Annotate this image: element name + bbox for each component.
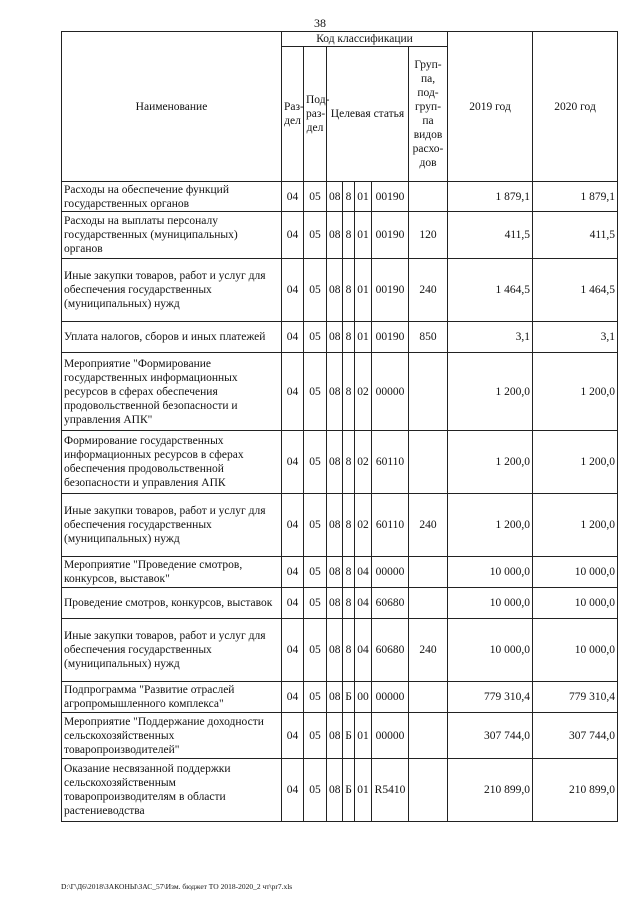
row-name-cell: Проведение смотров, конкурсов, выставок [62, 588, 282, 619]
podrazdel-cell: 05 [304, 259, 327, 322]
activity-code-cell: 01 [355, 759, 372, 822]
expense-type-cell: 120 [409, 212, 448, 259]
table-row [62, 557, 618, 588]
program-code-cell: 08 [327, 713, 343, 759]
podrazdel-cell: 05 [304, 494, 327, 557]
expense-type-cell [409, 431, 448, 494]
table-row [62, 619, 618, 682]
amount-2019-cell: 1 879,1 [448, 182, 533, 212]
amount-2020-cell: 1 200,0 [533, 353, 618, 431]
razdel-cell: 04 [282, 259, 304, 322]
header-year-2020: 2020 год [533, 32, 618, 182]
expense-type-cell [409, 759, 448, 822]
amount-2020-cell: 10 000,0 [533, 619, 618, 682]
podrazdel-cell: 05 [304, 759, 327, 822]
amount-2019-cell: 10 000,0 [448, 588, 533, 619]
amount-2020-cell: 411,5 [533, 212, 618, 259]
amount-2019-cell: 411,5 [448, 212, 533, 259]
activity-code-cell: 02 [355, 353, 372, 431]
row-name-cell: Расходы на выплаты персоналу государственных (муниципальных) органов [62, 212, 282, 259]
direction-code-cell: 00000 [372, 557, 409, 588]
table-row [62, 431, 618, 494]
amount-2019-cell: 1 200,0 [448, 431, 533, 494]
subprogram-code-cell: 8 [343, 322, 355, 353]
podrazdel-cell: 05 [304, 212, 327, 259]
row-name-cell: Мероприятие "Проведение смотров, конкурсов, выставок" [62, 557, 282, 588]
row-name-cell: Формирование государственных информационных ресурсов в сферах обеспечения продовольственной безопасности и управления АПК [62, 431, 282, 494]
program-code-cell: 08 [327, 619, 343, 682]
activity-code-cell: 02 [355, 494, 372, 557]
subprogram-code-cell: 8 [343, 494, 355, 557]
amount-2020-cell: 1 200,0 [533, 431, 618, 494]
expense-type-cell [409, 353, 448, 431]
subprogram-code-cell: 8 [343, 619, 355, 682]
subprogram-code-cell: 8 [343, 557, 355, 588]
amount-2019-cell: 1 200,0 [448, 494, 533, 557]
subprogram-code-cell: 8 [343, 212, 355, 259]
amount-2020-cell: 3,1 [533, 322, 618, 353]
program-code-cell: 08 [327, 212, 343, 259]
direction-code-cell: 00190 [372, 212, 409, 259]
expense-type-cell [409, 557, 448, 588]
program-code-cell: 08 [327, 494, 343, 557]
table-row [62, 259, 618, 322]
header-year-2019: 2019 год [448, 32, 533, 182]
activity-code-cell: 00 [355, 682, 372, 713]
razdel-cell: 04 [282, 322, 304, 353]
table-row [62, 682, 618, 713]
expense-type-cell [409, 182, 448, 212]
table-row [62, 353, 618, 431]
header-podrazdel: Под-раз-дел [304, 47, 327, 182]
activity-code-cell: 04 [355, 619, 372, 682]
program-code-cell: 08 [327, 182, 343, 212]
direction-code-cell: 00000 [372, 682, 409, 713]
amount-2019-cell: 210 899,0 [448, 759, 533, 822]
table-row [62, 182, 618, 212]
podrazdel-cell: 05 [304, 557, 327, 588]
budget-table [61, 31, 618, 822]
direction-code-cell: 00000 [372, 713, 409, 759]
activity-code-cell: 01 [355, 182, 372, 212]
program-code-cell: 08 [327, 682, 343, 713]
expense-type-cell [409, 682, 448, 713]
direction-code-cell: 60680 [372, 588, 409, 619]
expense-type-cell [409, 588, 448, 619]
amount-2019-cell: 10 000,0 [448, 619, 533, 682]
direction-code-cell: 00190 [372, 322, 409, 353]
program-code-cell: 08 [327, 759, 343, 822]
direction-code-cell: 00000 [372, 353, 409, 431]
amount-2019-cell: 3,1 [448, 322, 533, 353]
razdel-cell: 04 [282, 713, 304, 759]
row-name-cell: Оказание несвязанной поддержки сельскохозяйственным товаропроизводителям в области растениеводства [62, 759, 282, 822]
table-row [62, 494, 618, 557]
subprogram-code-cell: Б [343, 713, 355, 759]
expense-type-cell: 850 [409, 322, 448, 353]
file-path-footer: D:\Г\Д6\2018\ЗАКОНЫ\ЗАС_57\Изм. бюджет ТО 2018-2020_2 чт\pr7.xls [61, 882, 293, 891]
page-number: 38 [314, 16, 326, 30]
direction-code-cell: 60110 [372, 431, 409, 494]
subprogram-code-cell: 8 [343, 588, 355, 619]
direction-code-cell: 00190 [372, 182, 409, 212]
amount-2020-cell: 307 744,0 [533, 713, 618, 759]
row-name-cell: Уплата налогов, сборов и иных платежей [62, 322, 282, 353]
row-name-cell: Иные закупки товаров, работ и услуг для обеспечения государственных (муниципальных) нужд [62, 619, 282, 682]
amount-2019-cell: 779 310,4 [448, 682, 533, 713]
razdel-cell: 04 [282, 212, 304, 259]
podrazdel-cell: 05 [304, 682, 327, 713]
razdel-cell: 04 [282, 682, 304, 713]
row-name-cell: Подпрограмма "Развитие отраслей агропромышленного комплекса" [62, 682, 282, 713]
table-row [62, 759, 618, 822]
activity-code-cell: 04 [355, 557, 372, 588]
header-gruppa: Груп-па, под-груп-па видов расхо-дов [409, 47, 448, 182]
subprogram-code-cell: 8 [343, 353, 355, 431]
row-name-cell: Иные закупки товаров, работ и услуг для обеспечения государственных (муниципальных) нужд [62, 494, 282, 557]
amount-2019-cell: 10 000,0 [448, 557, 533, 588]
subprogram-code-cell: 8 [343, 182, 355, 212]
subprogram-code-cell: Б [343, 682, 355, 713]
razdel-cell: 04 [282, 182, 304, 212]
podrazdel-cell: 05 [304, 322, 327, 353]
podrazdel-cell: 05 [304, 182, 327, 212]
header-code-group: Код классификации [282, 32, 448, 47]
row-name-cell: Мероприятие "Формирование государственных информационных ресурсов в сферах обеспечения продовольственной безопасности и управления АПК" [62, 353, 282, 431]
header-razdel: Раз-дел [282, 47, 304, 182]
podrazdel-cell: 05 [304, 353, 327, 431]
program-code-cell: 08 [327, 353, 343, 431]
razdel-cell: 04 [282, 353, 304, 431]
table-row [62, 713, 618, 759]
row-name-cell: Расходы на обеспечение функций государственных органов [62, 182, 282, 212]
direction-code-cell: 00190 [372, 259, 409, 322]
program-code-cell: 08 [327, 322, 343, 353]
table-row [62, 322, 618, 353]
expense-type-cell [409, 713, 448, 759]
program-code-cell: 08 [327, 431, 343, 494]
expense-type-cell: 240 [409, 619, 448, 682]
razdel-cell: 04 [282, 759, 304, 822]
activity-code-cell: 02 [355, 431, 372, 494]
activity-code-cell: 01 [355, 259, 372, 322]
amount-2019-cell: 307 744,0 [448, 713, 533, 759]
program-code-cell: 08 [327, 588, 343, 619]
row-name-cell: Иные закупки товаров, работ и услуг для обеспечения государственных (муниципальных) нужд [62, 259, 282, 322]
amount-2020-cell: 1 200,0 [533, 494, 618, 557]
activity-code-cell: 01 [355, 212, 372, 259]
table-body [62, 182, 618, 822]
subprogram-code-cell: 8 [343, 431, 355, 494]
razdel-cell: 04 [282, 494, 304, 557]
direction-code-cell: 60680 [372, 619, 409, 682]
expense-type-cell: 240 [409, 259, 448, 322]
razdel-cell: 04 [282, 431, 304, 494]
amount-2019-cell: 1 464,5 [448, 259, 533, 322]
razdel-cell: 04 [282, 588, 304, 619]
subprogram-code-cell: 8 [343, 259, 355, 322]
program-code-cell: 08 [327, 259, 343, 322]
direction-code-cell: 60110 [372, 494, 409, 557]
activity-code-cell: 01 [355, 322, 372, 353]
podrazdel-cell: 05 [304, 713, 327, 759]
subprogram-code-cell: Б [343, 759, 355, 822]
expense-type-cell: 240 [409, 494, 448, 557]
podrazdel-cell: 05 [304, 431, 327, 494]
table-row [62, 588, 618, 619]
activity-code-cell: 01 [355, 713, 372, 759]
razdel-cell: 04 [282, 557, 304, 588]
program-code-cell: 08 [327, 557, 343, 588]
header-celevaya: Целевая статья [327, 47, 409, 182]
amount-2020-cell: 1 879,1 [533, 182, 618, 212]
activity-code-cell: 04 [355, 588, 372, 619]
header-name: Наименование [62, 32, 282, 182]
razdel-cell: 04 [282, 619, 304, 682]
amount-2020-cell: 1 464,5 [533, 259, 618, 322]
direction-code-cell: R5410 [372, 759, 409, 822]
row-name-cell: Мероприятие "Поддержание доходности сельскохозяйственных товаропроизводителей" [62, 713, 282, 759]
table-row [62, 212, 618, 259]
amount-2020-cell: 10 000,0 [533, 588, 618, 619]
amount-2020-cell: 779 310,4 [533, 682, 618, 713]
podrazdel-cell: 05 [304, 619, 327, 682]
amount-2019-cell: 1 200,0 [448, 353, 533, 431]
podrazdel-cell: 05 [304, 588, 327, 619]
amount-2020-cell: 210 899,0 [533, 759, 618, 822]
amount-2020-cell: 10 000,0 [533, 557, 618, 588]
